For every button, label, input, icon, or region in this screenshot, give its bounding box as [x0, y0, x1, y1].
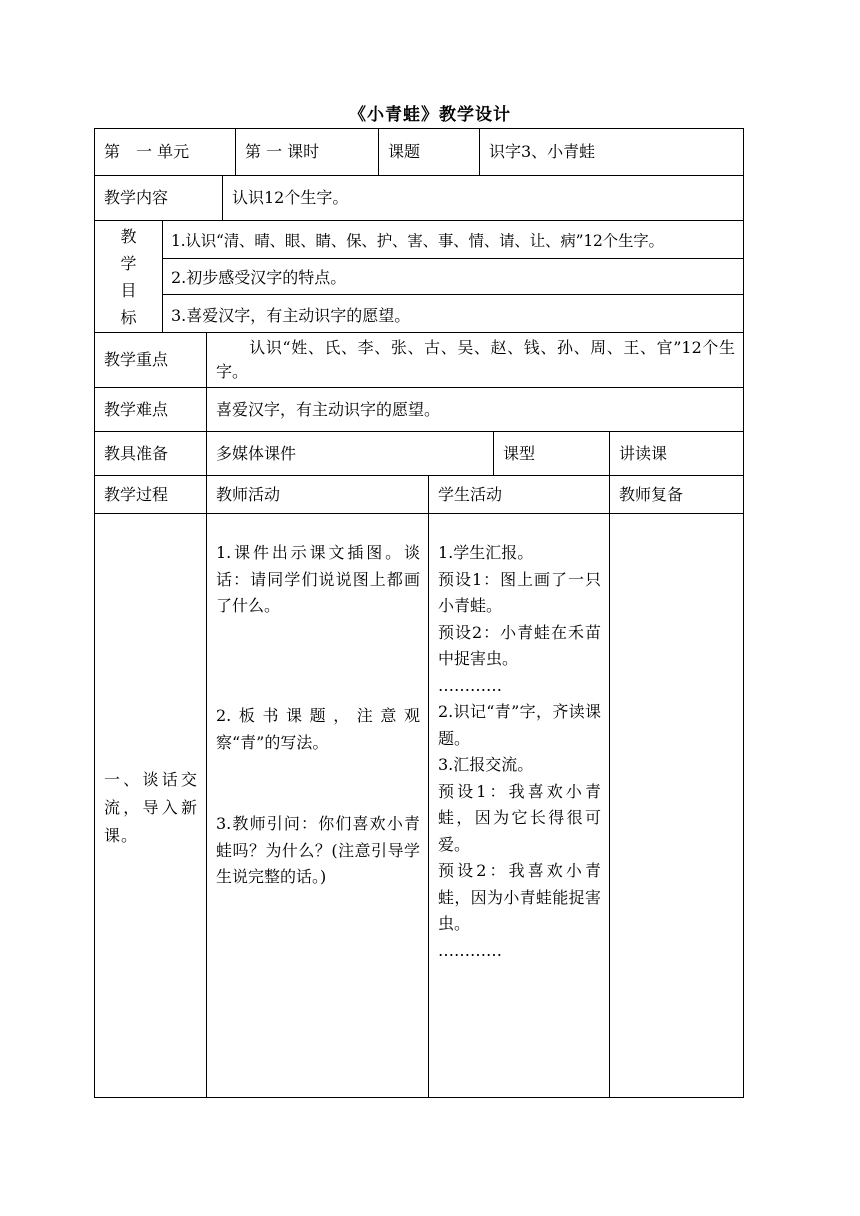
document-title: 《小青蛙》教学设计	[349, 105, 511, 125]
process-stage-cell	[95, 514, 207, 1097]
student-activity-cell	[429, 514, 610, 1097]
key-points-text: 认识“姓、氏、李、张、古、吴、赵、钱、孙、周、王、官”12个生字。	[216, 338, 735, 381]
unit-cell: 第 一 单元	[95, 129, 236, 175]
teacher-step: 2.板书课题，注意观察“青”的写法。	[216, 706, 420, 752]
objectives-label-char: 目	[120, 280, 137, 300]
student-line: …………	[438, 940, 502, 960]
objectives-label-cell	[95, 221, 163, 332]
key-points-label-cell: 教学重点	[95, 333, 207, 387]
student-line: 3.汇报交流。	[438, 755, 534, 774]
header-row	[95, 129, 743, 176]
content-value-cell: 认识12个生字。	[232, 188, 349, 207]
topic-value-cell: 识字3、小青蛙	[489, 142, 596, 161]
teacher-notes-header: 教师复备	[619, 484, 684, 504]
objectives-label-char: 标	[120, 307, 137, 327]
student-line: 预设1：我喜欢小青蛙，因为它长得很可爱。	[438, 781, 601, 854]
process-stage-text: 一、谈话交流，导入新课。	[104, 770, 198, 845]
topic-label-cell: 课题	[379, 129, 480, 175]
teacher-activity-cell	[207, 514, 429, 1097]
student-line: 预设2：小青蛙在禾苗中捉害虫。	[438, 622, 601, 668]
preparation-label-cell: 教具准备	[95, 432, 207, 475]
teacher-activity-header: 教师活动	[207, 476, 429, 513]
preparation-row	[95, 432, 743, 476]
student-activity-text	[438, 540, 601, 964]
objective-item: 2.初步感受汉字的特点。	[163, 259, 743, 295]
lesson-type-value-cell: 讲读课	[619, 443, 668, 463]
student-line: 2.识记“青”字，齐读课题。	[438, 702, 601, 748]
objectives-label-char: 学	[120, 253, 137, 273]
process-stage-header: 教学过程	[95, 476, 207, 513]
objectives-list	[163, 221, 743, 332]
teacher-notes-cell	[610, 514, 743, 1097]
difficulties-label-cell: 教学难点	[95, 388, 207, 431]
preparation-value-cell: 多媒体课件	[207, 432, 494, 475]
objectives-label-char: 教	[120, 226, 137, 246]
student-line: 预设2：我喜欢小青蛙，因为小青蛙能捉害虫。	[438, 861, 601, 933]
process-body-row	[95, 514, 743, 1097]
difficulties-value-cell: 喜爱汉字，有主动识字的愿望。	[216, 399, 441, 419]
objectives-row	[95, 221, 743, 333]
teacher-step: 3.教师引问：你们喜欢小青蛙吗？为什么？(注意引导学生说完整的话。)	[216, 814, 420, 886]
student-line: 1.学生汇报。	[438, 543, 534, 562]
objective-item: 3.喜爱汉字，有主动识字的愿望。	[171, 305, 411, 325]
teacher-step: 1.课件出示课文插图。谈话：请同学们说说图上都画了什么。	[216, 543, 420, 615]
process-header-row	[95, 476, 743, 514]
key-points-value-cell	[207, 333, 743, 387]
difficulties-row	[95, 388, 743, 432]
student-line: …………	[438, 675, 502, 695]
student-line: 预设1：图上画了一只小青蛙。	[438, 569, 601, 615]
student-activity-header: 学生活动	[429, 476, 610, 513]
lesson-type-label-cell: 课型	[494, 432, 610, 475]
content-row	[95, 176, 743, 221]
content-label-cell: 教学内容	[95, 176, 223, 220]
lesson-plan-table	[94, 128, 744, 1098]
lesson-period-cell: 第 一 课时	[236, 129, 379, 175]
key-points-row	[95, 333, 743, 388]
objective-item: 1.认识“清、晴、眼、睛、保、护、害、事、情、请、让、病”12个生字。	[163, 221, 743, 259]
